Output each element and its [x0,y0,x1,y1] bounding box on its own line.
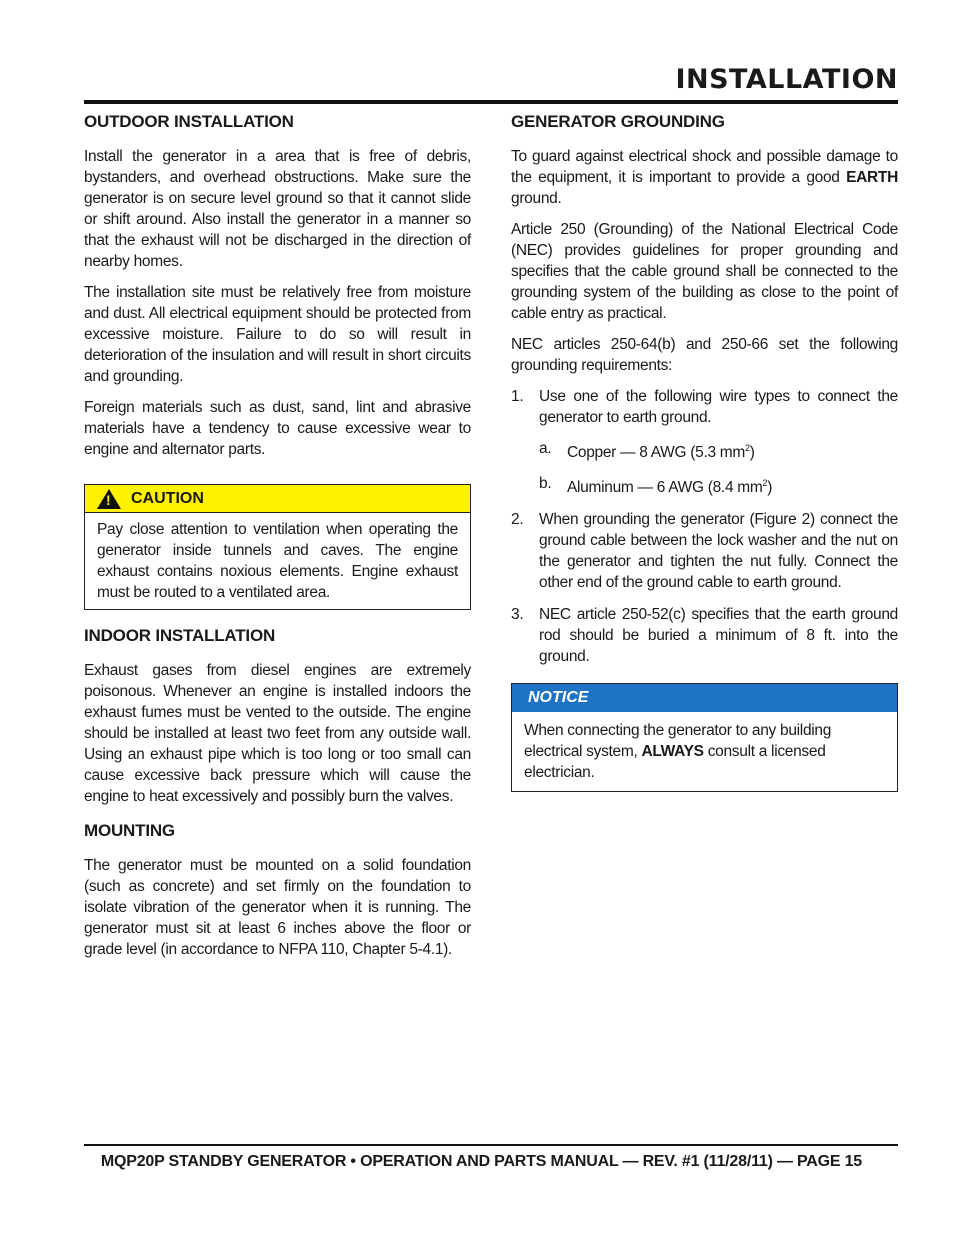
close-paren: ) [749,444,755,462]
grounding-paragraph-2: Article 250 (Grounding) of the National Electrical Code (NEC) provides guidelines for proper grounding and specifies that the cable ground shall be connected to the grounding system of the building as close to the point of cable entry as practical. [511,221,898,322]
grounding-heading: GENERATOR GROUNDING [511,112,725,131]
list-item [511,509,898,593]
sub-list-item [539,473,898,498]
sub-list-item [539,438,898,463]
list-item [511,604,898,667]
caution-text: Pay close attention to ventilation when operating the generator inside tunnels and caves. The engine exhaust contains noxious elements. Engine exhaust must be routed to a ventilated area. [97,521,458,601]
always-emphasis: ALWAYS [641,743,704,761]
superscript: 2 [762,478,768,489]
list-item-number: 1. [511,388,524,405]
sub-item-text [567,438,755,463]
outdoor-paragraph-2: The installation site must be relatively free from moisture and dust. All electrical equipment should be protected from excessive moisture. Failure to do so will result in deterioration of the insulation and will result in short circuits and grounding. [84,284,471,385]
caution-label: CAUTION [131,489,204,507]
list-item-text: Use one of the following wire types to connect the generator to earth ground. [539,388,898,426]
list-item-number: 2. [511,511,524,529]
outdoor-paragraph-3: Foreign materials such as dust, sand, lint and abrasive materials have a tendency to cause excessive wear to engine and alternator parts. [84,399,471,458]
sub-item-text [567,473,772,498]
notice-box [511,683,898,792]
title-rule [84,100,898,104]
warning-triangle-icon [97,489,121,509]
aluminum-spec: Aluminum — 6 AWG (8.4 mm [567,479,763,497]
sub-item-letter: b. [539,475,552,493]
outdoor-heading: OUTDOOR INSTALLATION [84,112,294,131]
caution-box [84,484,471,610]
caution-body [85,513,470,609]
notice-header: NOTICE [512,684,897,712]
grounding-p1-end: ground. [511,190,562,207]
grounding-p1-text: To guard against electrical shock and possible damage to the equipment, it is important to provide a good [511,148,898,186]
notice-text-end: consult a licensed electrician. [524,743,826,782]
indoor-paragraph: Exhaust gases from diesel engines are extremely poisonous. Whenever an engine is installed indoors the exhaust fumes must be vented to the outside. The engine should be installed at least two feet from any outside wall. Using an exhaust pipe which is too long or too small can cause excessive back pressure which will cause the engine to heat excessively and possibly burn the valves. [84,662,471,805]
caution-header [85,485,470,513]
list-item-number: 3. [511,606,524,624]
grounding-paragraph-1 [511,146,898,209]
right-column [511,112,898,792]
sub-item-letter: a. [539,440,552,457]
footer-rule [84,1144,898,1146]
mounting-heading: MOUNTING [84,821,175,840]
close-paren: ) [767,479,773,497]
list-item [511,386,898,428]
copper-spec: Copper — 8 AWG (5.3 mm [567,444,746,462]
indoor-heading: INDOOR INSTALLATION [84,626,276,645]
page-title: INSTALLATION [675,64,898,95]
notice-text [524,720,885,783]
mounting-paragraph: The generator must be mounted on a solid foundation (such as concrete) and set firmly on the foundation to isolate vibration of the generator when it is running. The generator must sit at least 6 inches above the floor or grade level (in accordance to NFPA 110, Chapter 5-4.1). [84,857,471,958]
outdoor-paragraph-1: Install the generator in a area that is free of debris, bystanders, and overhead obstructions. Make sure the generator is on secure level ground so that it cannot slide or shift around. Also install the generator in a manner so that the exhaust will not be discharged in the direction of nearby homes. [84,148,471,270]
grounding-list [511,386,898,667]
earth-emphasis: EARTH [846,169,898,186]
page-footer: MQP20P STANDBY GENERATOR • OPERATION AND PARTS MANUAL — REV. #1 (11/28/11) — PAGE 15 [100,1153,862,1170]
list-item-text: NEC article 250-52(c) specifies that the earth ground rod should be buried a minimum of 8 ft. into the ground. [539,606,898,666]
notice-body [512,712,897,791]
superscript: 2 [745,443,750,453]
list-item-text: When grounding the generator (Figure 2) connect the ground cable between the lock washer and the nut on the generator and tighten the nut fully. Connect the other end of the ground cable to earth ground. [539,511,898,592]
notice-text-start: When connecting the generator to any building electrical system, [524,722,832,761]
left-column [84,112,471,970]
grounding-paragraph-3: NEC articles 250-64(b) and 250-66 set the following grounding requirements: [511,336,898,374]
